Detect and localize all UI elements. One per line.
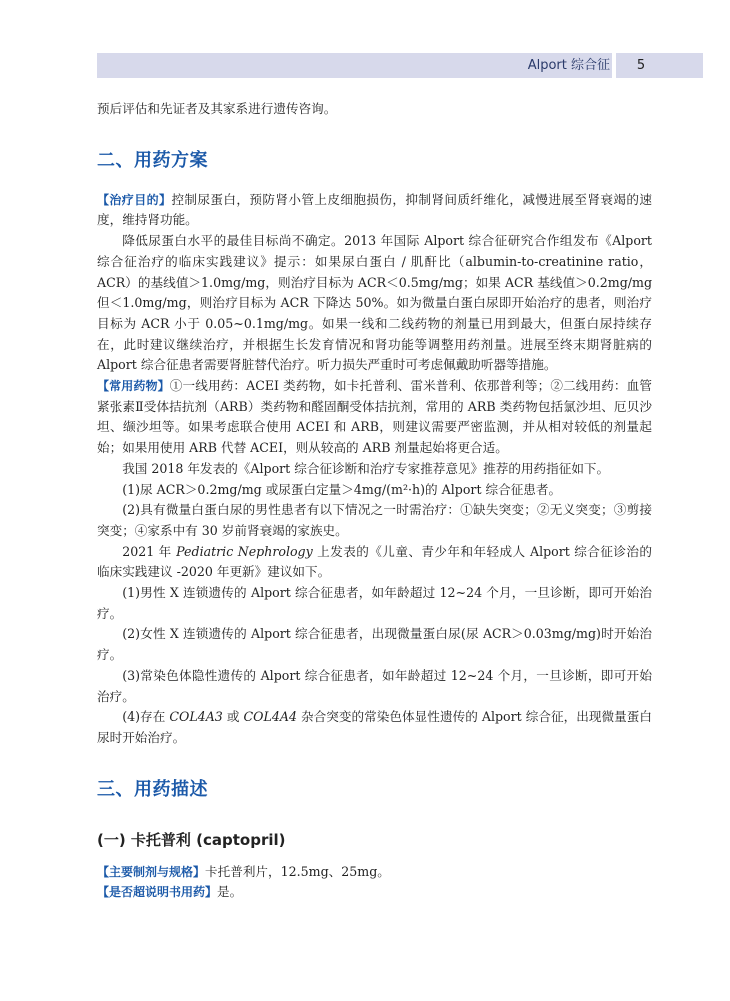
gene-col4a3: COL4A3 — [169, 709, 223, 725]
running-header-title: Alport 综合征 — [527, 58, 610, 73]
guideline-2018-item-1: (1)尿 ACR＞0.2mg/mg 或尿蛋白定量＞4mg/(m²·h)的 Alport 综合征患者。 — [122, 481, 562, 497]
section-heading-regimen: 二、用药方案 — [97, 149, 208, 171]
treatment-goal-paragraph: 【治疗目的】控制尿蛋白，预防肾小管上皮细胞损伤，抑制肾间质纤维化，减慢进展至肾衰竭的速度，维持肾功能。 — [97, 191, 652, 228]
drug-heading-captopril: (一) 卡托普利 (captopril) — [97, 830, 286, 849]
common-drugs-paragraph: 【常用药物】①一线用药：ACEI 类药物，如卡托普利、雷米普利、依那普利等；②二线用药：血管紧张素Ⅱ受体拮抗剂（ARB）类药物和醛固酮受体拮抗剂，常用的 ARB 类药物包括氯沙坦、厄贝沙坦、缬沙坦等。如果考虑联合使用 ACEI 和 ARB，则建议需要严密监测，并从相对较低的剂量起始；如果用使用 ARB 代替 ACEI，则从较高的 ARB 剂量起始将更合适。 — [97, 378, 652, 456]
treatment-goal-tag: 【治疗目的】 — [97, 192, 172, 207]
guideline-2021-item-1: (1)男性 X 连锁遗传的 Alport 综合征患者，如年龄超过 12~24 个月，一旦诊断，即可开始治疗。 — [97, 585, 652, 621]
journal-name: Pediatric Nephrology — [176, 543, 313, 559]
section-heading-description: 三、用药描述 — [97, 778, 208, 800]
formulation-tag: 【主要制剂与规格】 — [97, 864, 206, 879]
guideline-2021-paragraph: 2021 年 Pediatric Nephrology 上发表的《儿童、青少年和年轻成人 Alport 综合征诊治的临床实践建议 -2020 年更新》建议如下。 — [97, 543, 652, 580]
target-paragraph: 降低尿蛋白水平的最佳目标尚不确定。2013 年国际 Alport 综合征研究合作组发布《Alport 综合征治疗的临床实践建议》提示：如果尿白蛋白 / 肌酐比（albumin-to-creatinine ratio，ACR）的基线值＞1.0mg/mg，则治疗目标为 ACR＜0.5mg/mg；如果 ACR 基线值＞0.2mg/mg 但＜1.0mg/mg，则治疗目标为 ACR 下降达 50%。如为微量白蛋白尿即开始治疗的患者，则治疗目标为 ACR 小于 0.05~0.1mg/mg。如果一线和二线药物的剂量已用到最大，但蛋白尿持续存在，此时建议继续治疗，并根据生长发育情况和肾功能等调整用药剂量。进展至终末期肾脏病的 Alport 综合征患者需要肾脏替代治疗。听力损失严重时可考虑佩戴助听器等措施。 — [97, 233, 652, 373]
gene-col4a4: COL4A4 — [243, 709, 297, 725]
common-drugs-tag: 【常用药物】 — [97, 379, 170, 394]
guideline-2021-item-2: (2)女性 X 连锁遗传的 Alport 综合征患者，出现微量蛋白尿(尿 ACR＞0.03mg/mg)时开始治疗。 — [97, 626, 652, 663]
intro-paragraph: 预后评估和先证者及其家系进行遗传咨询。 — [97, 101, 337, 116]
guideline-2021-item-3: (3)常染色体隐性遗传的 Alport 综合征患者，如年龄超过 12~24 个月，一旦诊断，即可开始治疗。 — [97, 667, 652, 704]
offlabel-paragraph: 【是否超说明书用药】是。 — [97, 884, 243, 900]
guideline-2018-item-2: (2)具有微量白蛋白尿的男性患者有以下情况之一时需治疗：①缺失突变；②无义突变；③剪接突变；④家系中有 30 岁前肾衰竭的家族史。 — [97, 502, 652, 538]
page-number: 5 — [636, 58, 646, 73]
page-body — [97, 99, 652, 903]
offlabel-tag: 【是否超说明书用药】 — [97, 885, 218, 900]
formulation-paragraph: 【主要制剂与规格】卡托普利片，12.5mg、25mg。 — [97, 863, 390, 879]
guideline-2018-paragraph: 我国 2018 年发表的《Alport 综合征诊断和治疗专家推荐意见》推荐的用药指征如下。 — [122, 460, 610, 476]
guideline-2021-item-4: (4)存在 COL4A3 或 COL4A4 杂合突变的常染色体显性遗传的 Alport 综合征，出现微量蛋白尿时开始治疗。 — [97, 709, 653, 745]
